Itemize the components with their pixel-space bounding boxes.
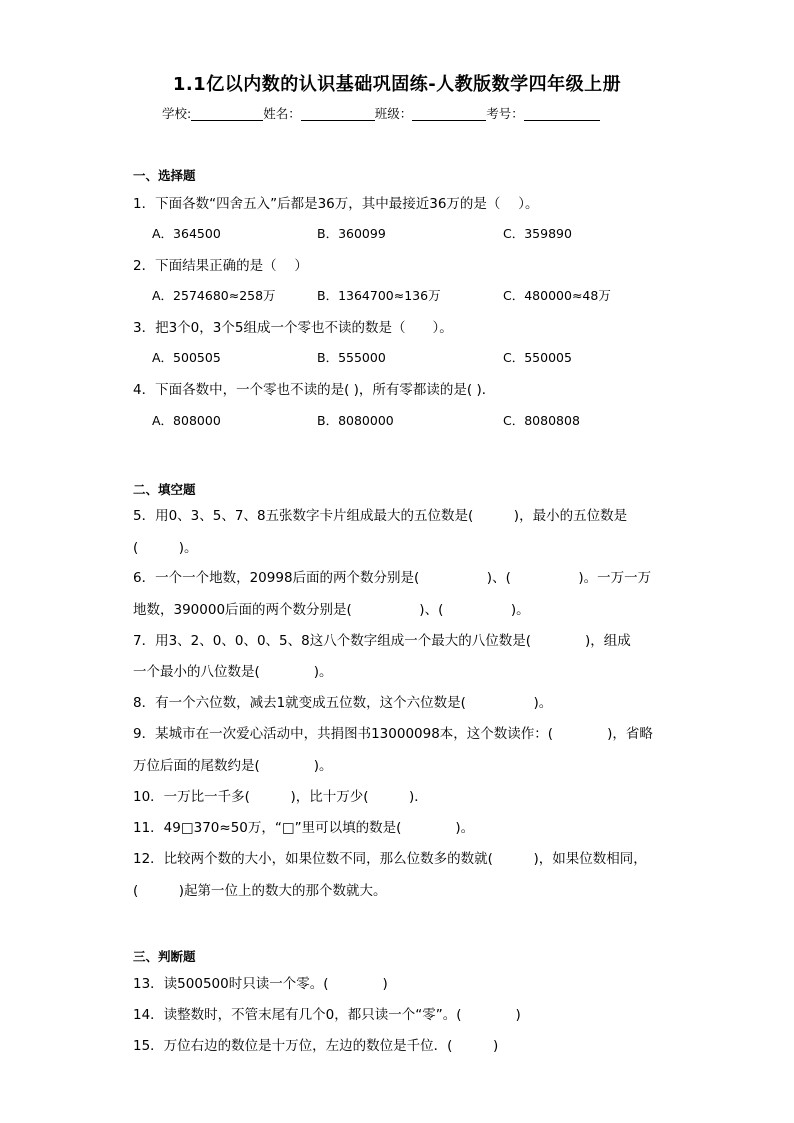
- section-heading-judge: 三、判断题: [133, 949, 196, 964]
- exam-no-label: 考号：: [486, 106, 524, 121]
- question-4: 4．下面各数中，一个零也不读的是( )，所有零都读的是( )．: [133, 382, 496, 398]
- q3-option-a: A．500505: [152, 350, 221, 365]
- q2-option-c: C．480000≈48万: [503, 288, 611, 303]
- question-12-line2: ( )起第一位上的数大的那个数就大。: [133, 883, 387, 899]
- q3-option-c: C．550005: [503, 350, 572, 365]
- school-blank: [191, 108, 263, 121]
- q1-option-b: B．360099: [317, 226, 386, 241]
- q3-option-b: B．555000: [317, 350, 386, 365]
- question-9-line2: 万位后面的尾数约是( )。: [133, 758, 333, 774]
- q1-option-c: C．359890: [503, 226, 572, 241]
- q2-option-b: B．1364700≈136万: [317, 288, 441, 303]
- question-6-line2: 地数，390000后面的两个数分别是( )、( )。: [133, 602, 530, 618]
- q2-option-a: A．2574680≈258万: [152, 288, 276, 303]
- question-5-line2: ( )。: [133, 540, 198, 556]
- school-label: 学校:: [162, 106, 192, 121]
- question-12-line1: 12．比较两个数的大小，如果位数不同，那么位数多的数就( )，如果位数相同，: [133, 851, 647, 867]
- question-7-line1: 7．用3、2、0、0、0、5、8这八个数字组成一个最大的八位数是( )，组成: [133, 633, 631, 649]
- section-heading-fill: 二、填空题: [133, 482, 196, 497]
- q4-option-a: A．808000: [152, 413, 221, 428]
- question-2: 2．下面结果正确的是（ ）: [133, 258, 308, 274]
- section-heading-choice: 一、选择题: [133, 168, 196, 183]
- question-5-line1: 5．用0、3、5、7、8五张数字卡片组成最大的五位数是( )，最小的五位数是: [133, 508, 628, 524]
- question-10: 10．一万比一千多( )，比十万少( )．: [133, 789, 428, 805]
- question-11: 11．49□370≈50万，“□”里可以填的数是( )。: [133, 820, 475, 836]
- question-8: 8．有一个六位数，减去1就变成五位数，这个六位数是( )。: [133, 695, 553, 711]
- exam-no-blank: [524, 108, 600, 121]
- question-1: 1．下面各数“四舍五入”后都是36万，其中最接近36万的是（ ）。: [133, 196, 539, 212]
- question-13: 13．读500500时只读一个零。( ): [133, 976, 388, 992]
- question-6-line1: 6．一个一个地数，20998后面的两个数分别是( )、( )。一万一万: [133, 570, 652, 586]
- name-label: 姓名：: [263, 106, 301, 121]
- q4-option-c: C．8080808: [503, 413, 580, 428]
- class-label: 班级：: [374, 106, 413, 121]
- question-7-line2: 一个最小的八位数是( )。: [133, 664, 333, 680]
- question-14: 14．读整数时，不管末尾有几个0，都只读一个“零”。( ): [133, 1007, 521, 1023]
- name-blank: [301, 108, 375, 121]
- q1-option-a: A．364500: [152, 226, 221, 241]
- question-3: 3．把3个0，3个5组成一个零也不读的数是（ ）。: [133, 320, 453, 336]
- question-9-line1: 9．某城市在一次爱心活动中，共捐图书13000098本，这个数读作：( )，省略: [133, 726, 653, 742]
- q4-option-b: B．8080000: [317, 413, 394, 428]
- question-15: 15．万位右边的数位是十万位，左边的数位是千位．( ): [133, 1038, 499, 1054]
- student-info-line: [162, 104, 600, 122]
- class-blank: [412, 108, 486, 121]
- page-title: 1.1亿以内数的认识基础巩固练-人教版数学四年级上册: [172, 74, 622, 95]
